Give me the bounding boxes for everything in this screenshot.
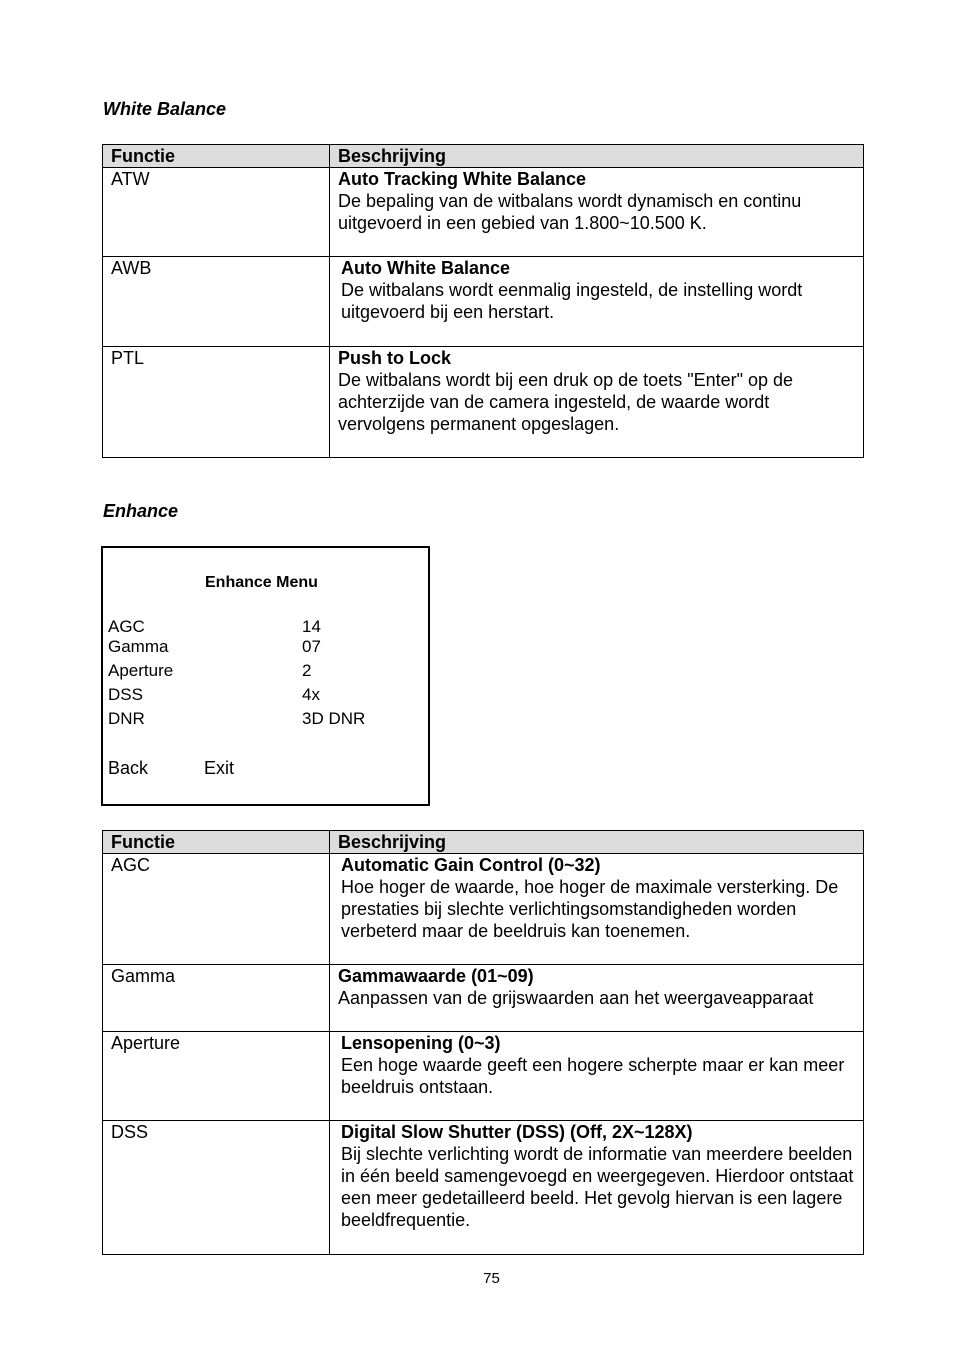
description-cell: [330, 854, 864, 965]
table-row: [103, 1121, 864, 1255]
menu-item-label: Aperture: [108, 661, 174, 680]
table-header-row: [103, 831, 864, 854]
enhance-table: [102, 830, 864, 1255]
menu-item-dnr[interactable]: [108, 709, 418, 731]
menu-item-aperture[interactable]: [108, 661, 418, 683]
column-header-description: Beschrijving: [330, 145, 864, 168]
menu-item-value: 3D DNR: [302, 709, 366, 728]
description-title: Automatic Gain Control (0~32): [341, 855, 601, 875]
white-balance-table: [102, 144, 864, 458]
description-text: Aanpassen van de grijswaarden aan het weergaveapparaat: [338, 988, 814, 1008]
menu-item-agc[interactable]: [108, 617, 418, 639]
exit-button[interactable]: Exit: [204, 758, 235, 778]
function-cell: Aperture: [103, 1032, 330, 1121]
function-cell: AGC: [103, 854, 330, 965]
menu-item-value: 07: [302, 637, 321, 656]
function-cell: Gamma: [103, 965, 330, 1032]
description-cell: [330, 1032, 864, 1121]
description-title: Lensopening (0~3): [341, 1033, 501, 1053]
menu-item-value: 4x: [302, 685, 320, 704]
table-row: [103, 347, 864, 458]
menu-item-label: AGC: [108, 617, 145, 636]
column-header-description: Beschrijving: [330, 831, 864, 854]
menu-item-label: DSS: [108, 685, 143, 704]
back-button[interactable]: Back: [108, 758, 149, 778]
description-cell: [330, 257, 864, 347]
menu-item-dss[interactable]: [108, 685, 418, 707]
menu-item-label: Gamma: [108, 637, 169, 656]
table-row: [103, 168, 864, 257]
table-row: [103, 965, 864, 1032]
description-title: Auto White Balance: [341, 258, 511, 278]
description-text: De witbalans wordt eenmalig ingesteld, de instelling wordt uitgevoerd bij een herstart.: [341, 280, 803, 322]
menu-item-label: DNR: [108, 709, 145, 728]
function-cell: PTL: [103, 347, 330, 458]
function-cell: DSS: [103, 1121, 330, 1255]
menu-item-value: 2: [302, 661, 312, 680]
description-text: Hoe hoger de waarde, hoe hoger de maximale versterking. De prestaties bij slechte verlichtingsomstandigheden worden verbeterd maar de beeldruis kan toenemen.: [341, 877, 839, 941]
function-cell: ATW: [103, 168, 330, 257]
table-row: [103, 257, 864, 347]
page-number: 75: [483, 1270, 500, 1287]
table-row: [103, 854, 864, 965]
description-title: Gammawaarde (01~09): [338, 966, 534, 986]
menu-item-gamma[interactable]: [108, 637, 418, 659]
function-cell: AWB: [103, 257, 330, 347]
column-header-function: Functie: [103, 145, 330, 168]
description-text: De witbalans wordt bij een druk op de toets "Enter" op de achterzijde van de camera ingesteld, de waarde wordt vervolgens permanent opgeslagen.: [338, 370, 794, 434]
enhance-menu-screen: [101, 546, 430, 806]
description-title: Auto Tracking White Balance: [338, 169, 587, 189]
menu-title: Enhance Menu: [205, 574, 318, 591]
description-text: Een hoge waarde geeft een hogere scherpte maar er kan meer beeldruis ontstaan.: [341, 1055, 845, 1097]
description-cell: [330, 965, 864, 1032]
table-row: [103, 1032, 864, 1121]
menu-item-value: 14: [302, 617, 321, 636]
description-cell: [330, 347, 864, 458]
description-cell: [330, 168, 864, 257]
table-header-row: [103, 145, 864, 168]
white-balance-heading: White Balance: [103, 99, 227, 119]
description-cell: [330, 1121, 864, 1255]
description-text: De bepaling van de witbalans wordt dynamisch en continu uitgevoerd in een gebied van 1.800~10.500 K.: [338, 191, 802, 233]
description-title: Push to Lock: [338, 348, 452, 368]
description-text: Bij slechte verlichting wordt de informatie van meerdere beelden in één beeld samengevoegd en weergegeven. Hierdoor ontstaat een meer gedetailleerd beeld. Het gevolg hiervan is een lagere beeldfrequentie.: [341, 1144, 854, 1230]
column-header-function: Functie: [103, 831, 330, 854]
enhance-heading: Enhance: [103, 501, 179, 521]
description-title: Digital Slow Shutter (DSS) (Off, 2X~128X): [341, 1122, 693, 1142]
